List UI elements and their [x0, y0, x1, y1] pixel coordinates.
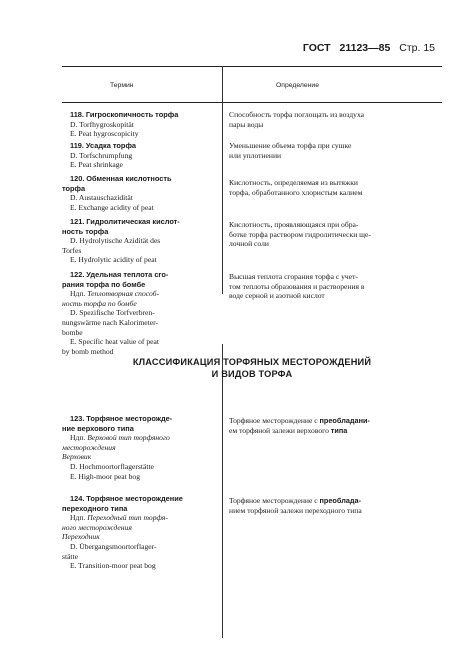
term-de: D. Spezifische Torfverbren- [70, 308, 155, 318]
definition-line: или уплотнении [229, 150, 282, 160]
definition-line: лочной соли [229, 239, 269, 249]
term-ru: Гигроскопичность торфа [85, 110, 179, 119]
definition-line: том теплоты образования и растворения в [229, 281, 365, 291]
ndp-term-cont: месторождения [62, 442, 116, 452]
page-number: Стр. 15 [399, 42, 435, 54]
term-entry-124 [62, 494, 220, 571]
term-de: D. Hydrolytische Azidität des [70, 236, 161, 246]
definition-bold: типа [330, 425, 348, 435]
definition-text: Торфяное месторождение с [229, 416, 320, 425]
term-number: 121. [70, 217, 85, 226]
term-en-cont: by bomb method [62, 346, 114, 356]
term-ru-cont: торфа [62, 183, 86, 193]
term-ru: Усадка торфа [85, 141, 137, 150]
term-ru-cont: рания торфа по бомбе [62, 279, 146, 289]
term-en: E. Hydrolytic acidity of peat [70, 255, 157, 265]
term-number: 119. [70, 141, 84, 150]
term-en: E. Transition-moor peat bog [70, 561, 156, 571]
ndp-term: Верховой тип торфяного [87, 433, 170, 443]
term-de: D. Torfschrumpfung [70, 150, 133, 160]
table-top-rule [62, 66, 442, 67]
definition-line: пары воды [229, 119, 264, 129]
term-entry-118 [62, 110, 220, 139]
term-ru: Гидролитическая кислот- [86, 217, 180, 226]
term-en: E. Exchange acidity of peat [70, 202, 154, 212]
definition-line: торфа, обработанного хлористым калием [229, 187, 363, 197]
column-header-term: Термин [110, 82, 134, 89]
definition-line: Высшая теплота сгорания торфа с учет- [229, 272, 358, 281]
term-ru: Торфяное месторождение [86, 494, 183, 503]
definition-121 [229, 220, 441, 249]
definition-122 [229, 272, 441, 301]
term-de: D. Torfhygroskopität [70, 119, 134, 129]
term-entry-119 [62, 141, 220, 170]
term-en: E. Specific heat value of peat [70, 337, 159, 347]
definition-text: Торфяное месторождение с [229, 496, 320, 505]
definition-123 [229, 416, 441, 435]
standard-label: ГОСТ [302, 42, 331, 54]
ndp-term-alt: Переходник [62, 532, 100, 542]
column-header-definition: Определение [276, 82, 319, 89]
term-ru: Обменная кислотность [86, 174, 172, 183]
term-entry-121 [62, 217, 220, 265]
term-ru-cont: переходного типа [62, 503, 128, 513]
ndp-label: Ндп. [70, 289, 86, 299]
term-de-cont: bombe [62, 327, 83, 337]
definition-line: Кислотность, определяемая из вытяжки [229, 178, 358, 187]
term-number: 122. [70, 270, 85, 279]
term-entry-120 [62, 174, 220, 212]
term-number: 124. [70, 494, 85, 503]
section-title-line2: И ВИДОВ ТОРФА [211, 369, 293, 379]
term-de: D. Austauschazidität [70, 193, 133, 203]
definition-text: ем торфяной залежи верхового [229, 425, 331, 435]
terms-table [62, 66, 442, 638]
term-de: D. Übergangsmoortorflager- [70, 541, 157, 551]
term-number: 118. [70, 110, 84, 119]
definition-bold: преобладани- [319, 416, 370, 425]
column-divider-bottom [222, 344, 223, 638]
definition-line: Способность торфа поглощать из воздуха [229, 110, 365, 119]
ndp-label: Ндп. [70, 513, 86, 523]
term-de-cont: Torfes [62, 245, 82, 255]
definition-bold: преоблада- [319, 496, 362, 505]
definition-line: воде серной и азотной кислот [229, 291, 325, 301]
header-rule [62, 102, 442, 103]
ndp-term-alt: Верховик [62, 452, 92, 462]
term-ru: Торфяное месторожде- [86, 414, 173, 423]
term-de-cont: nungswärme nach Kalorimeter- [62, 317, 158, 327]
standard-code: 21123—85 [339, 42, 391, 54]
term-number: 123. [70, 414, 85, 423]
term-number: 120. [70, 174, 85, 183]
term-de: D. Hochmoortorflagerstätte [70, 461, 154, 471]
term-entry-123 [62, 414, 220, 481]
definition-line: ботке торфа раствором гидролитически ще- [229, 229, 371, 239]
ndp-term: Теплотворная способ- [87, 289, 159, 299]
term-en: E. Peat shrinkage [70, 160, 123, 170]
ndp-term: Переходный тип торфя- [87, 513, 168, 523]
term-ru-cont: ние верхового типа [62, 423, 134, 433]
section-title-line1: КЛАССИФИКАЦИЯ ТОРФЯНЫХ МЕСТОРОЖДЕНИЙ [132, 357, 372, 367]
term-de-cont: stätte [62, 551, 79, 561]
column-divider-top [222, 66, 223, 294]
term-ru-cont: ность торфа [62, 226, 109, 236]
definition-118 [229, 110, 441, 129]
definition-124 [229, 496, 441, 515]
definition-line: Кислотность, проявляющаяся при обра- [229, 220, 359, 229]
term-en: E. Peat hygroscopicity [70, 129, 139, 139]
term-ru: Удельная теплота сго- [86, 270, 169, 279]
term-entry-122 [62, 270, 220, 356]
definition-text: нием торфяной залежи переходного типа [229, 505, 362, 515]
ndp-term-cont: ность торфа по бомбе [62, 298, 137, 308]
definition-line: Уменьшение объема торфа при сушке [229, 141, 352, 150]
section-title [62, 356, 442, 380]
definition-119 [229, 141, 441, 160]
definition-120 [229, 178, 441, 197]
page-header [297, 42, 435, 54]
term-en: E. High-moor peat bog [70, 471, 141, 481]
ndp-term-cont: ного месторождения [62, 522, 132, 532]
ndp-label: Ндп. [70, 433, 86, 443]
